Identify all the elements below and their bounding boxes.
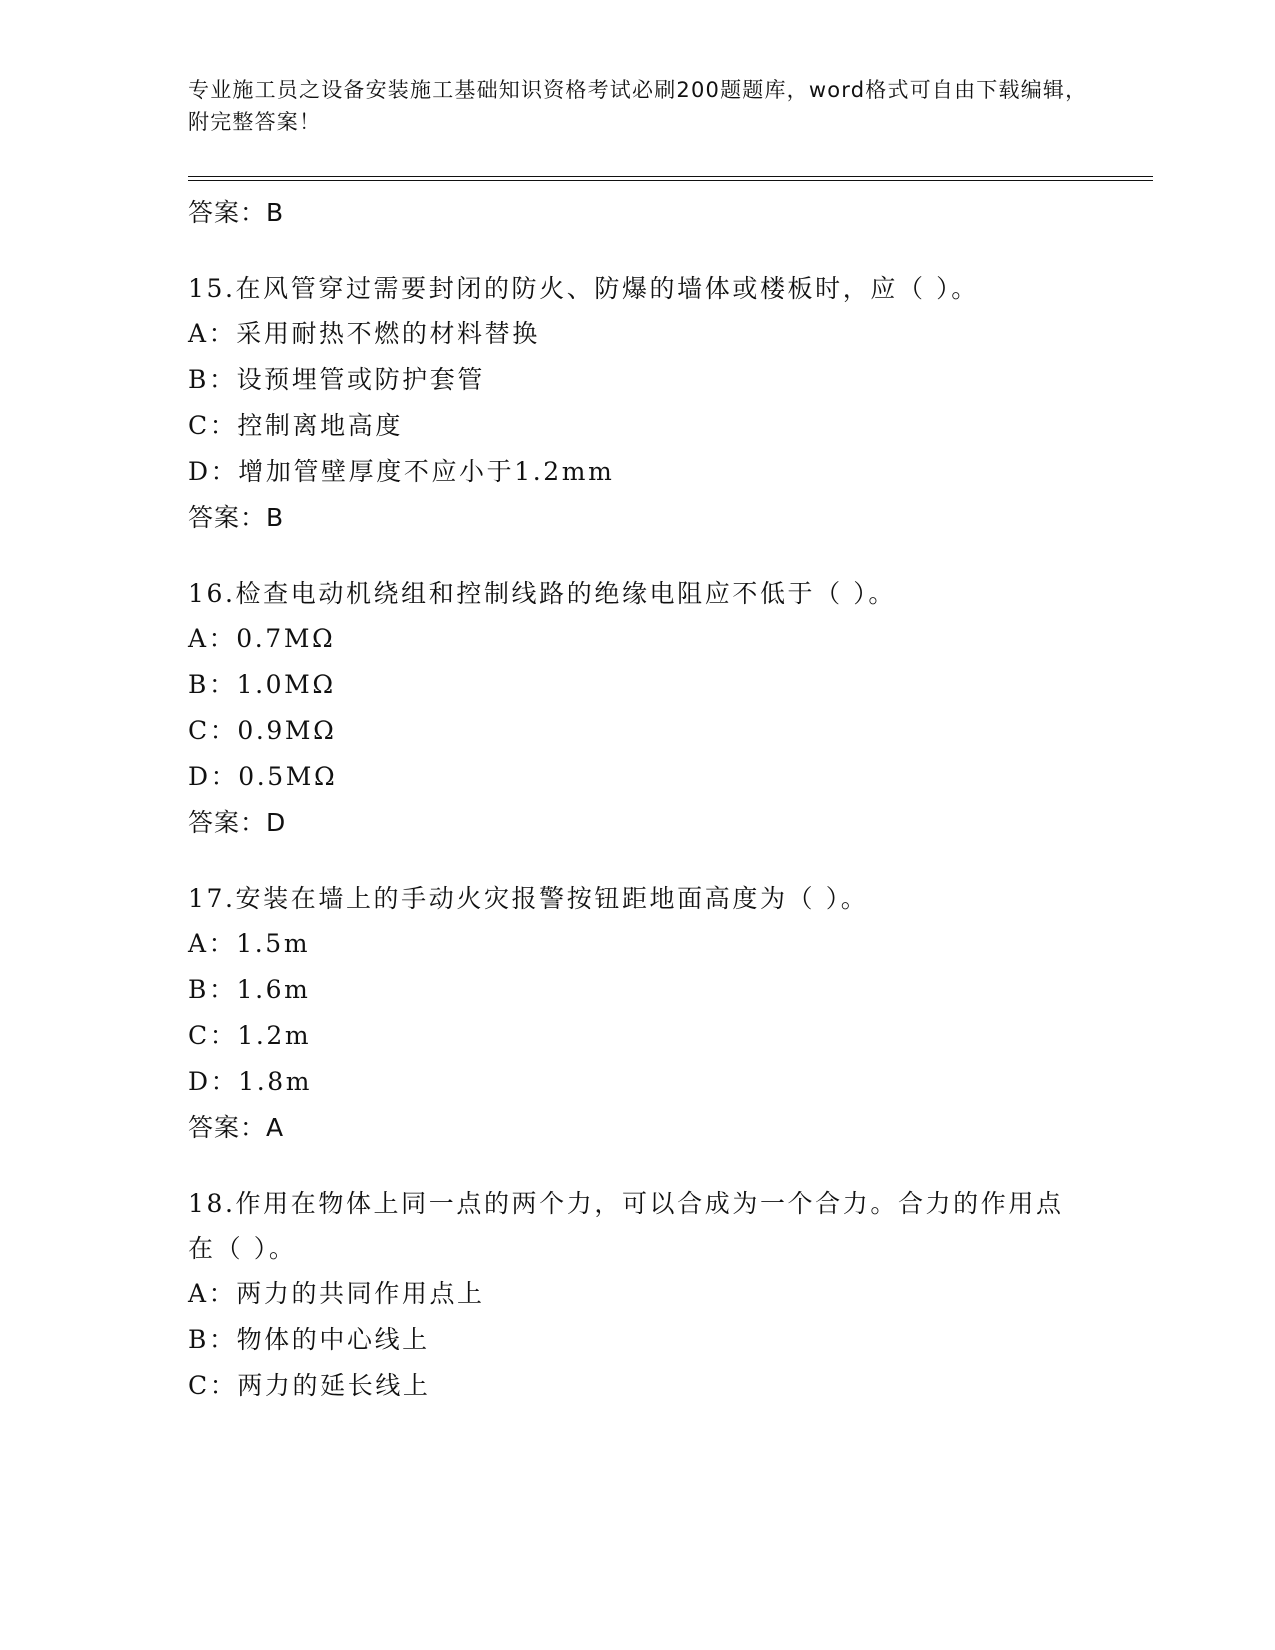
document-header: 专业施工员之设备安装施工基础知识资格考试必刷200题题库，word格式可自由下载编辑，附完整答案！ bbox=[188, 78, 1088, 134]
option-c: C：0.9MΩ bbox=[188, 716, 337, 745]
option-a: A：采用耐热不燃的材料替换 bbox=[188, 319, 540, 348]
option-d: D：增加管壁厚度不应小于1.2mm bbox=[188, 457, 615, 486]
answer-line: 答案：D bbox=[188, 808, 287, 837]
option-b: B：物体的中心线上 bbox=[188, 1325, 430, 1354]
question-list bbox=[188, 188, 1088, 1409]
question-stem: 17.安装在墙上的手动火灾报警按钮距地面高度为（ ）。 bbox=[188, 884, 869, 913]
option-c: C：1.2m bbox=[188, 1021, 312, 1050]
header-divider-bottom bbox=[188, 180, 1153, 181]
question-15 bbox=[188, 266, 1088, 541]
question-stem: 18.作用在物体上同一点的两个力，可以合成为一个合力。合力的作用点在（ ）。 bbox=[188, 1189, 1064, 1263]
option-c: C：控制离地高度 bbox=[188, 411, 403, 440]
option-a: A：0.7MΩ bbox=[188, 624, 336, 653]
answer-line: 答案：B bbox=[188, 198, 285, 227]
option-d: D：0.5MΩ bbox=[188, 762, 338, 791]
answer-line: 答案：A bbox=[188, 1113, 285, 1142]
option-c: C：两力的延长线上 bbox=[188, 1371, 431, 1400]
question-stem: 16.检查电动机绕组和控制线路的绝缘电阻应不低于（ ）。 bbox=[188, 579, 897, 608]
option-d: D：1.8m bbox=[188, 1067, 313, 1096]
option-a: A：1.5m bbox=[188, 929, 311, 958]
option-a: A：两力的共同作用点上 bbox=[188, 1279, 485, 1308]
option-b: B：设预埋管或防护套管 bbox=[188, 365, 485, 394]
option-b: B：1.0MΩ bbox=[188, 670, 336, 699]
question-18 bbox=[188, 1181, 1088, 1409]
question-stem: 15.在风管穿过需要封闭的防火、防爆的墙体或楼板时，应（ ）。 bbox=[188, 274, 979, 303]
option-b: B：1.6m bbox=[188, 975, 311, 1004]
header-divider-top bbox=[188, 176, 1153, 177]
question-16 bbox=[188, 571, 1088, 846]
answer-line: 答案：B bbox=[188, 503, 285, 532]
question-17 bbox=[188, 876, 1088, 1151]
